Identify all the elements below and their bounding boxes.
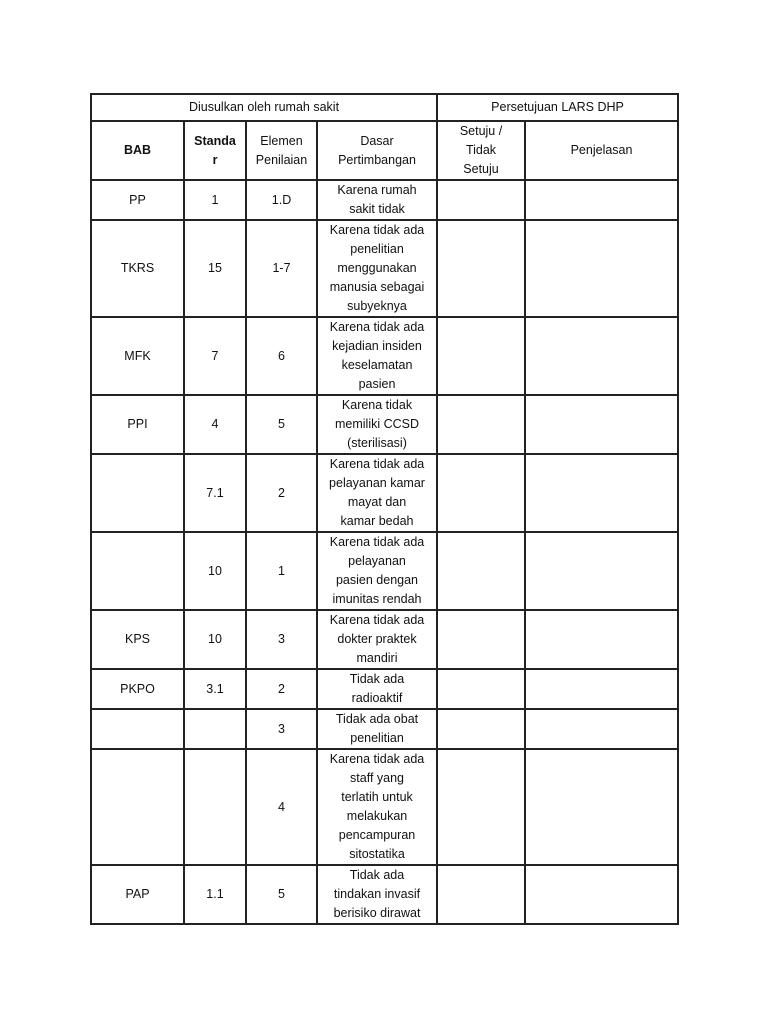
cell-standar — [184, 709, 246, 749]
table-row — [91, 709, 678, 749]
table-row — [91, 220, 678, 317]
cell-penjelasan — [525, 220, 678, 317]
cell-dasar: Karena tidak memiliki CCSD (sterilisasi) — [317, 395, 437, 454]
cell-elemen: 6 — [246, 317, 317, 395]
cell-elemen: 3 — [246, 610, 317, 669]
cell-standar: 1.1 — [184, 865, 246, 924]
cell-elemen: 1.D — [246, 180, 317, 220]
cell-penjelasan — [525, 532, 678, 610]
cell-dasar: Tidak ada tindakan invasif berisiko dirawat — [317, 865, 437, 924]
table-row — [91, 610, 678, 669]
cell-dasar: Karena rumah sakit tidak — [317, 180, 437, 220]
cell-setuju — [437, 610, 525, 669]
cell-standar — [184, 749, 246, 865]
cell-elemen: 3 — [246, 709, 317, 749]
cell-bab: MFK — [91, 317, 184, 395]
table-row — [91, 669, 678, 709]
cell-setuju — [437, 669, 525, 709]
cell-dasar: Karena tidak ada kejadian insiden keselamatan pasien — [317, 317, 437, 395]
cell-elemen: 4 — [246, 749, 317, 865]
cell-elemen: 5 — [246, 395, 317, 454]
cell-standar: 10 — [184, 610, 246, 669]
cell-penjelasan — [525, 669, 678, 709]
assessment-table — [90, 93, 679, 925]
cell-setuju — [437, 454, 525, 532]
col-header-penjelasan: Penjelasan — [525, 121, 678, 180]
col-header-dasar: Dasar Pertimbangan — [317, 121, 437, 180]
cell-elemen: 2 — [246, 669, 317, 709]
cell-bab — [91, 709, 184, 749]
cell-standar: 7.1 — [184, 454, 246, 532]
cell-bab: PP — [91, 180, 184, 220]
cell-elemen: 2 — [246, 454, 317, 532]
cell-setuju — [437, 395, 525, 454]
cell-elemen: 5 — [246, 865, 317, 924]
table-row — [91, 454, 678, 532]
group-header-approval: Persetujuan LARS DHP — [437, 94, 678, 121]
cell-standar: 1 — [184, 180, 246, 220]
cell-penjelasan — [525, 454, 678, 532]
cell-penjelasan — [525, 317, 678, 395]
cell-penjelasan — [525, 610, 678, 669]
group-header-row — [91, 94, 678, 121]
cell-bab: KPS — [91, 610, 184, 669]
cell-setuju — [437, 749, 525, 865]
col-header-setuju: Setuju / Tidak Setuju — [437, 121, 525, 180]
cell-standar: 3.1 — [184, 669, 246, 709]
cell-penjelasan — [525, 709, 678, 749]
column-header-row — [91, 121, 678, 180]
cell-setuju — [437, 180, 525, 220]
col-header-standar: Standa r — [184, 121, 246, 180]
cell-bab: TKRS — [91, 220, 184, 317]
cell-setuju — [437, 532, 525, 610]
col-header-bab: BAB — [91, 121, 184, 180]
cell-standar: 15 — [184, 220, 246, 317]
cell-dasar: Tidak ada obat penelitian — [317, 709, 437, 749]
table-row — [91, 865, 678, 924]
cell-dasar: Karena tidak ada dokter praktek mandiri — [317, 610, 437, 669]
cell-setuju — [437, 865, 525, 924]
cell-standar: 7 — [184, 317, 246, 395]
cell-dasar: Tidak ada radioaktif — [317, 669, 437, 709]
table-row — [91, 749, 678, 865]
cell-bab — [91, 532, 184, 610]
table-row — [91, 180, 678, 220]
cell-bab — [91, 749, 184, 865]
cell-setuju — [437, 709, 525, 749]
group-header-hospital: Diusulkan oleh rumah sakit — [91, 94, 437, 121]
cell-dasar: Karena tidak ada pelayanan pasien dengan imunitas rendah — [317, 532, 437, 610]
table-body — [91, 180, 678, 924]
cell-setuju — [437, 317, 525, 395]
col-header-elemen: Elemen Penilaian — [246, 121, 317, 180]
table-row — [91, 317, 678, 395]
cell-penjelasan — [525, 395, 678, 454]
table-row — [91, 395, 678, 454]
cell-elemen: 1-7 — [246, 220, 317, 317]
cell-penjelasan — [525, 749, 678, 865]
cell-bab: PKPO — [91, 669, 184, 709]
cell-dasar: Karena tidak ada pelayanan kamar mayat dan kamar bedah — [317, 454, 437, 532]
cell-standar: 4 — [184, 395, 246, 454]
cell-dasar: Karena tidak ada penelitian menggunakan manusia sebagai subyeknya — [317, 220, 437, 317]
cell-dasar: Karena tidak ada staff yang terlatih untuk melakukan pencampuran sitostatika — [317, 749, 437, 865]
table-row — [91, 532, 678, 610]
cell-penjelasan — [525, 865, 678, 924]
cell-penjelasan — [525, 180, 678, 220]
cell-bab: PAP — [91, 865, 184, 924]
cell-standar: 10 — [184, 532, 246, 610]
cell-bab: PPI — [91, 395, 184, 454]
cell-setuju — [437, 220, 525, 317]
cell-elemen: 1 — [246, 532, 317, 610]
cell-bab — [91, 454, 184, 532]
